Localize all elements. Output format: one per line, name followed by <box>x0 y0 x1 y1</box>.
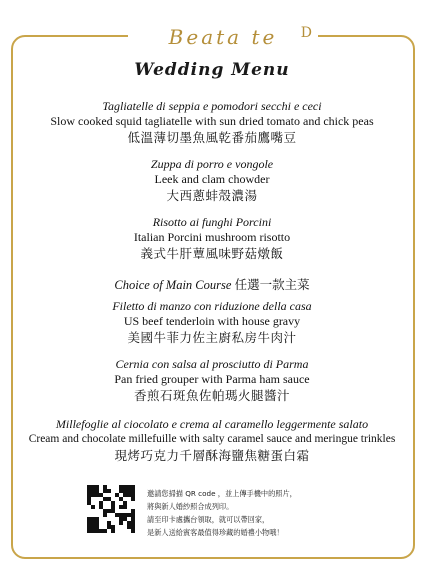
menu-list <box>0 99 424 475</box>
dish-italian: Cernia con salsa al prosciutto di Parma <box>115 357 309 371</box>
qr-code-icon[interactable] <box>87 485 135 533</box>
dish-english: US beef tenderloin with house gravy <box>123 314 301 328</box>
main-course-choice-heading <box>0 277 424 293</box>
instruction-line: 是新人送給賓客最值得珍藏的婚禮小物哦！ <box>147 528 284 537</box>
dish-italian: Zuppa di porro e vongole <box>150 157 274 171</box>
instruction-line: 邀請您掃描 QR code ，並上傳手機中的照片， <box>147 489 297 498</box>
choice-label-english: Choice of Main Course <box>114 278 232 292</box>
dish-chinese: 香煎石斑魚佐帕瑪火腿醬汁 <box>133 388 290 403</box>
dish-english: Leek and clam chowder <box>154 172 270 186</box>
qr-instructions <box>147 487 397 539</box>
dish-english: Pan fried grouper with Parma ham sauce <box>114 372 310 386</box>
brand-name: Beata te <box>168 25 278 49</box>
page-title: Wedding Menu <box>134 60 290 80</box>
course-2 <box>0 157 424 205</box>
dish-chinese: 美國牛菲力佐主廚私房牛肉汁 <box>127 330 297 345</box>
dish-italian: Filetto di manzo con riduzione della casa <box>112 299 312 313</box>
main-2 <box>0 357 424 405</box>
main-1 <box>0 299 424 347</box>
dish-italian: Tagliatelle di seppia e pomodori secchi e ceci <box>102 99 322 113</box>
brand-moon-mark: D <box>300 25 312 41</box>
dish-english: Cream and chocolate millefuille with salty caramel sauce and meringue trinkles <box>28 433 396 445</box>
course-1 <box>0 99 424 147</box>
dish-italian: Risotto ai funghi Porcini <box>152 215 272 229</box>
instruction-line: 請至印卡處攜台領取，就可以帶回家， <box>147 515 270 524</box>
dish-chinese: 大西蔥蚌殼濃湯 <box>166 188 258 203</box>
dessert <box>0 417 424 465</box>
dish-english: Italian Porcini mushroom risotto <box>133 230 291 244</box>
dish-italian: Millefoglie al ciocolato e crema al caramello leggermente salato <box>55 417 369 431</box>
photo-qr-footer <box>87 485 387 545</box>
course-3 <box>0 215 424 263</box>
choice-label-chinese: 任選一款主菜 <box>234 277 310 292</box>
dish-chinese: 義式牛肝蕈風味野菇燉飯 <box>140 246 284 261</box>
brand-logo <box>128 22 318 52</box>
dish-chinese: 低溫薄切墨魚風乾番茄鷹嘴豆 <box>127 130 297 145</box>
instruction-line: 將與新人婚紗照合成列印。 <box>147 502 234 511</box>
dish-english: Slow cooked squid tagliatelle with sun dried tomato and chick peas <box>50 114 374 128</box>
dish-chinese: 現烤巧克力千層酥海鹽焦糖蛋白霜 <box>114 448 310 463</box>
qr-module <box>131 529 135 533</box>
